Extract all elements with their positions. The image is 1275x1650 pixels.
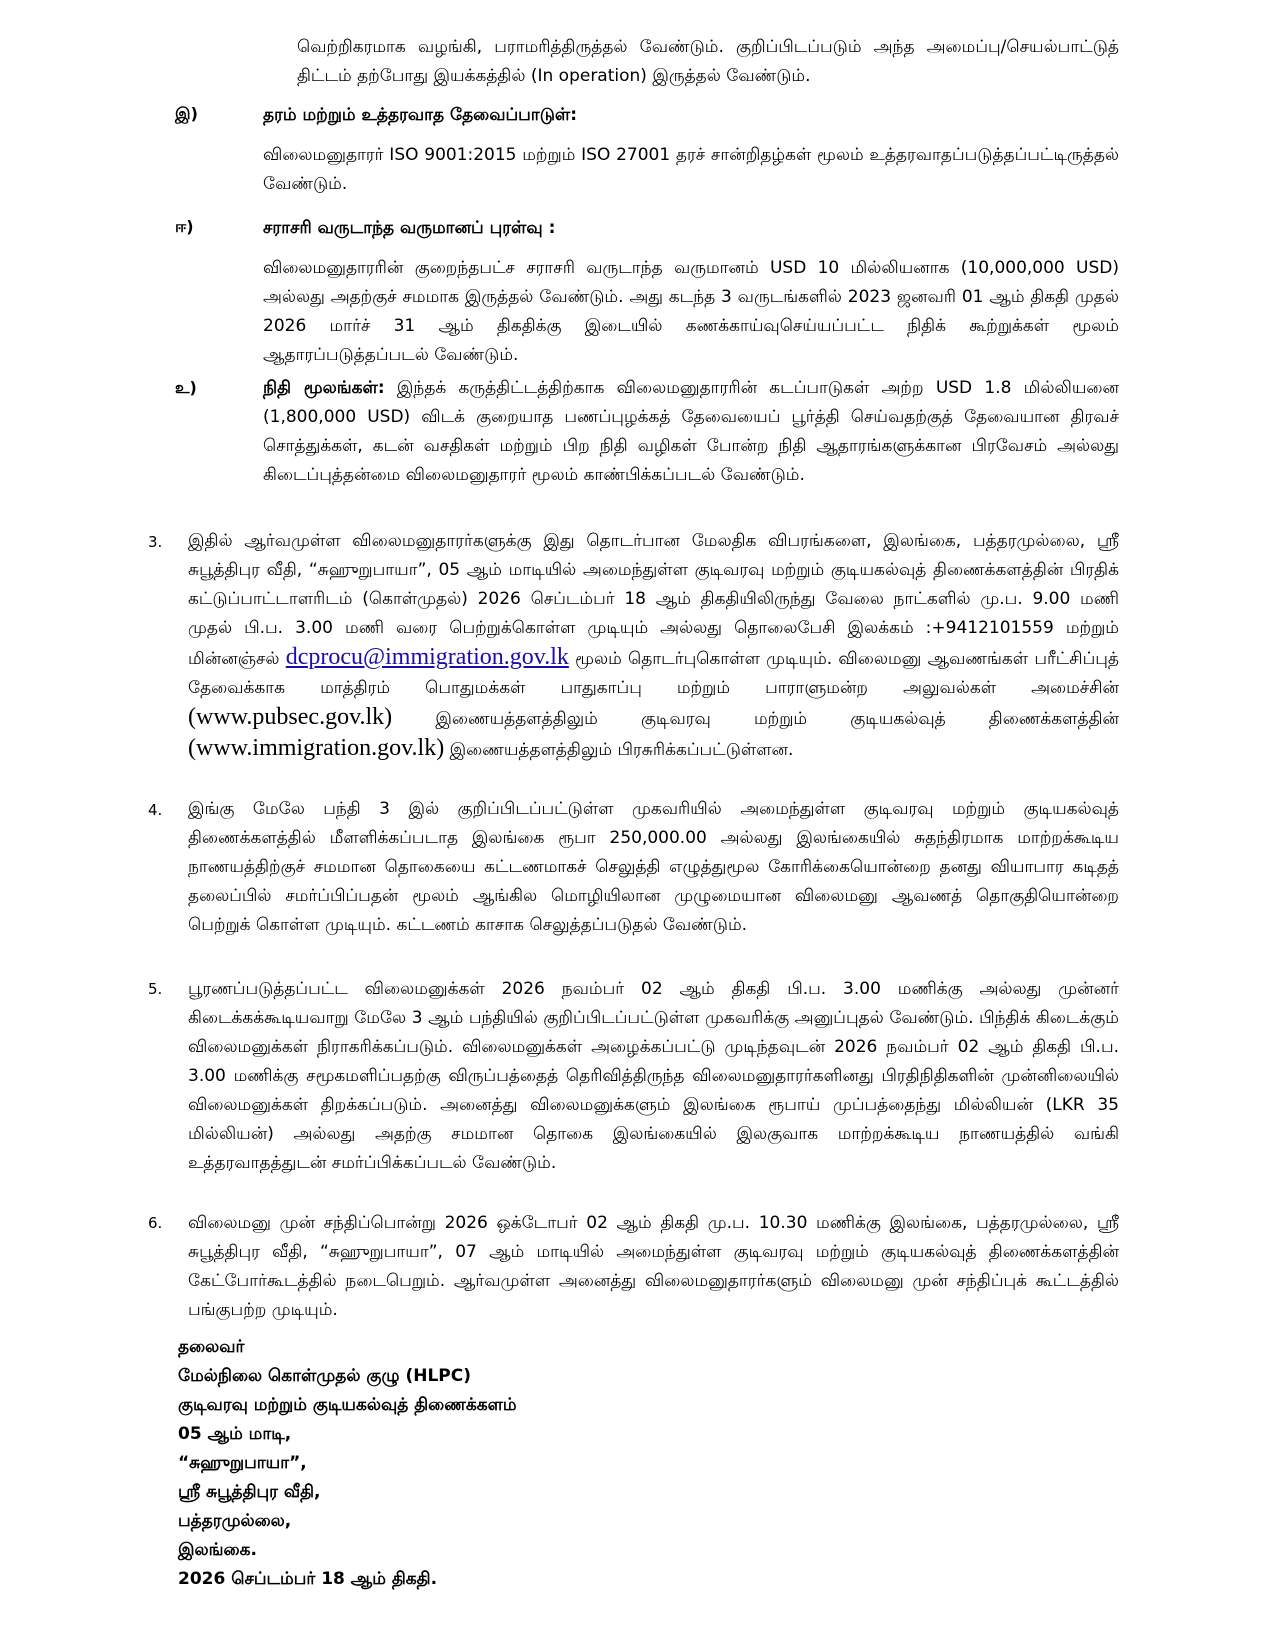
signature-country: இலங்கை.	[178, 1540, 257, 1560]
item-6-number: 6.	[148, 1214, 163, 1232]
signature-road: ஸ்ரீ சுபூத்திபுர வீதி,	[178, 1482, 321, 1502]
signature-building: “சுஹுறுபாயா”,	[178, 1453, 307, 1473]
sub-item-e-label: ஈ)	[175, 217, 194, 236]
sub-item-f-heading: நிதி மூலங்கள்:	[263, 378, 385, 398]
signature-department: குடிவரவு மற்றும் குடியகல்வுத் திணைக்களம்	[178, 1395, 517, 1415]
sub-item-d-text: விலைமனுதாரர் ISO 9001:2015 மற்றும் ISO 27001 தரச் சான்றிதழ்கள் மூலம் உத்தரவாதப்படுத்தப்பட்டிருத்தல் வேண்டும்.	[263, 145, 1119, 194]
item-5	[188, 975, 1119, 1178]
sub-item-f-text: இந்தக் கருத்திட்டத்திற்காக விலைமனுதாரரின் கடப்பாடுகள் அற்ற USD 1.8 மில்லியனை (1,800,000 USD) விடக் குறையாத பணப்புழக்கத் தேவையைப் பூர்த்தி செய்வதற்குத் தேவையான திரவச் சொத்துக்கள், கடன் வசதிகள் மற்றும் பிற நிதி வழிகள் போன்ற நிதி ஆதாரங்களுக்கான பிரவேசம் அல்லது கிடைப்புத்தன்மை விலைமனுதாரர் மூலம் காண்பிக்கப்படல் வேண்டும்.	[263, 378, 1119, 485]
item-4-number: 4.	[148, 801, 163, 819]
signature-floor: 05 ஆம் மாடி,	[178, 1424, 292, 1444]
sub-item-f	[263, 374, 1119, 490]
sub-item-e-text: விலைமனுதாரரின் குறைந்தபட்ச சராசரி வருடாந்த வருமானம் USD 10 மில்லியனாக (10,000,000 USD) அல்லது அதற்குச் சமமாக இருத்தல் வேண்டும். அது கடந்த 3 வருடங்களில் 2023 ஜனவரி 01 ஆம் திகதி முதல் 2026 மார்ச் 31 ஆம் திகதிக்கு இடையில் கணக்காய்வுசெய்யப்பட்ட நிதிக் கூற்றுக்கள் மூலம் ஆதாரப்படுத்தப்படல் வேண்டும்.	[263, 258, 1119, 365]
sub-item-d-label: இ)	[175, 104, 198, 123]
item-3-text-d: இணையத்தளத்திலும் பிரசுரிக்கப்பட்டுள்ளன.	[449, 740, 794, 760]
sub-item-c-continuation	[297, 33, 1119, 91]
sub-item-f-label: உ)	[175, 378, 197, 397]
email-link[interactable]: dcprocu@immigration.gov.lk	[285, 644, 569, 670]
item-3-text-b: மூலம் தொடர்புகொள்ள முடியும். விலைமனு ஆவணங்கள் பரீட்சிப்புத் தேவைக்காக மாத்திரம் பொதுமக்கள் பாதுகாப்பு மற்றும் பாராளுமன்ற அலுவல்கள் அமைச்சின்	[188, 649, 1119, 698]
sub-item-c-text: வெற்றிகரமாக வழங்கி, பராமரித்திருத்தல் வேண்டும். குறிப்பிடப்படும் அந்த அமைப்பு/செயல்பாட்டுத் திட்டம் தற்போது இயக்கத்தில் (In operation) இருத்தல் வேண்டும்.	[297, 37, 1119, 86]
signature-committee: மேல்நிலை கொள்முதல் குழு (HLPC)	[178, 1366, 471, 1386]
item-4-text: இங்கு மேலே பந்தி 3 இல் குறிப்பிடப்பட்டுள்ள முகவரியில் அமைந்துள்ள குடிவரவு மற்றும் குடியகல்வுத் திணைக்களத்தில் மீளளிக்கப்படாத இலங்கை ரூபா 250,000.00 அல்லது இலங்கையில் சுதந்திரமாக மாற்றக்கூடிய நாணயத்திற்குச் சமமான தொகையை கட்டணமாகச் செலுத்தி எழுத்துமூல கோரிக்கையொன்றை தனது வியாபார கடிதத் தலைப்பில் சமர்ப்பிப்பதன் மூலம் ஆங்கில மொழியிலான முழுமையான விலைமனு ஆவணத் தொகுதியொன்றை பெற்றுக் கொள்ள முடியும். கட்டணம் காசாக செலுத்தப்படுதல் வேண்டும்.	[188, 799, 1119, 935]
signature-block	[178, 1333, 878, 1594]
sub-item-f-paragraph	[263, 374, 1119, 490]
sub-item-d-heading: தரம் மற்றும் உத்தரவாத தேவைப்பாடுள்:	[263, 105, 578, 125]
item-5-text: பூரணப்படுத்தப்பட்ட விலைமனுக்கள் 2026 நவம்பர் 02 ஆம் திகதி பி.ப. 3.00 மணிக்கு அல்லது முன்னர் கிடைக்கக்கூடியவாறு மேலே 3 ஆம் பந்தியில் குறிப்பிடப்பட்டுள்ள முகவரிக்கு அனுப்புதல் வேண்டும். பிந்திக் கிடைக்கும் விலைமனுக்கள் நிராகரிக்கப்படும். விலைமனுக்கள் அழைக்கப்பட்டு முடிந்தவுடன் 2026 நவம்பர் 02 ஆம் திகதி பி.ப. 3.00 மணிக்கு சமூகமளிப்பதற்கு விருப்பத்தைத் தெரிவித்திருந்த விலைமனுதாரர்களினது பிரதிநிதிகளின் முன்னிலையில் விலைமனுக்கள் திறக்கப்படும். அனைத்து விலைமனுக்களும் இலங்கை ரூபாய் முப்பத்தைந்து மில்லியன் (LKR 35 மில்லியன்) அல்லது அதற்கு சமமான தொகை இலங்கையில் இலகுவாக மாற்றக்கூடிய நாணயத்தில் வங்கி உத்தரவாதத்துடன் சமர்ப்பிக்கப்படல் வேண்டும்.	[188, 979, 1119, 1173]
sub-item-e	[263, 214, 1119, 370]
item-3-text-c: இணையத்தளத்திலும் குடிவரவு மற்றும் குடியகல்வுத் திணைக்களத்தின்	[435, 709, 1120, 729]
item-5-number: 5.	[148, 980, 163, 998]
item-3-paragraph	[188, 527, 1119, 765]
pubsec-website: (www.pubsec.gov.lk)	[188, 704, 393, 730]
signature-date: 2026 செப்டம்பர் 18 ஆம் திகதி.	[178, 1569, 438, 1589]
item-3	[188, 527, 1119, 765]
immigration-website: (www.immigration.gov.lk)	[188, 735, 445, 761]
sub-item-d	[263, 101, 1119, 199]
item-3-text-a: இதில் ஆர்வமுள்ள விலைமனுதாரர்களுக்கு இது தொடர்பான மேலதிக விபரங்களை, இலங்கை, பத்தரமுல்லை, ஸ்ரீ சுபூத்திபுர வீதி, “சுஹுறுபாயா”, 05 ஆம் மாடியில் அமைந்துள்ள குடிவரவு மற்றும் குடியகல்வுத் திணைக்களத்தின் பிரதிக் கட்டுப்பாட்டாளரிடம் (கொள்முதல்) 2026 செப்டம்பர் 18 ஆம் திகதியிலிருந்து வேலை நாட்களில் மு.ப. 9.00 மணி முதல் பி.ப. 3.00 மணி வரை பெற்றுக்கொள்ள முடியும் அல்லது தொலைபேசி இலக்கம் :+9412101559 மற்றும் மின்னஞ்சல்	[188, 531, 1119, 669]
signature-title: தலைவர்	[178, 1337, 245, 1357]
item-4	[188, 795, 1119, 940]
item-6-text: விலைமனு முன் சந்திப்பொன்று 2026 ஒக்டோபர் 02 ஆம் திகதி மு.ப. 10.30 மணிக்கு இலங்கை, பத்தரமுல்லை, ஸ்ரீ சுபூத்திபுர வீதி, “சுஹுறுபாயா”, 07 ஆம் மாடியில் அமைந்துள்ள குடிவரவு மற்றும் குடியகல்வுத் திணைக்களத்தின் கேட்போர்கூடத்தில் நடைபெறும். ஆர்வமுள்ள அனைத்து விலைமனுதாரர்களும் விலைமனு முன் சந்திப்புக் கூட்டத்தில் பங்குபற்ற முடியும்.	[188, 1213, 1119, 1320]
item-6	[188, 1209, 1119, 1325]
item-3-number: 3.	[148, 533, 163, 551]
sub-item-e-heading: சராசரி வருடாந்த வருமானப் புரள்வு :	[263, 218, 556, 238]
signature-city: பத்தரமுல்லை,	[178, 1511, 292, 1531]
